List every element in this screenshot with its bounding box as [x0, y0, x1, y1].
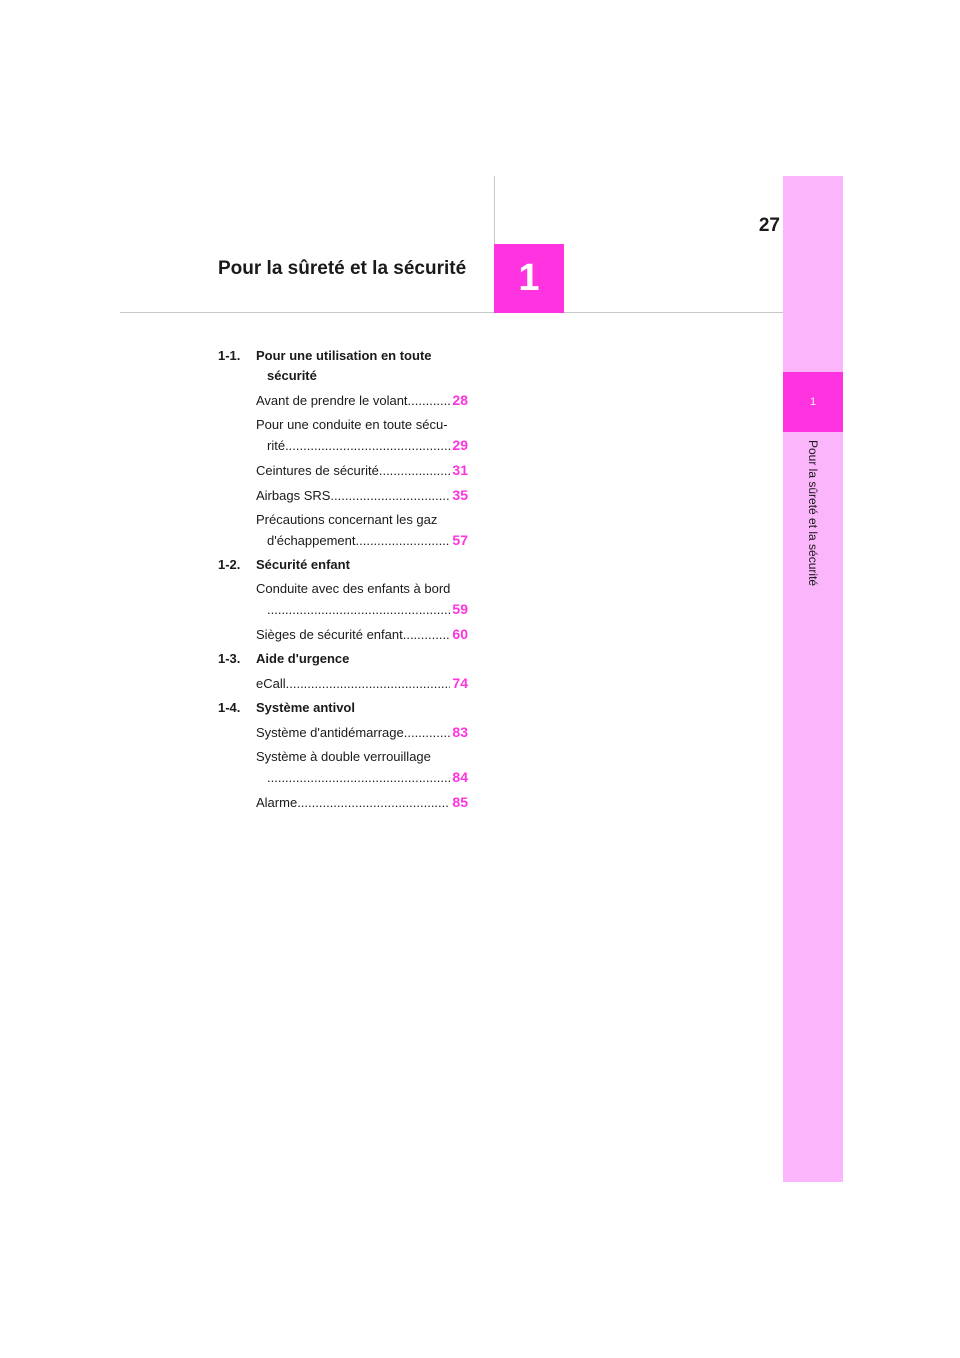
toc-entry-page[interactable]: 35 — [452, 487, 468, 503]
toc-entry-title: eCall — [256, 676, 286, 691]
toc-section — [218, 698, 468, 718]
toc-entry-page[interactable]: 84 — [452, 769, 468, 785]
toc-entry-page[interactable]: 59 — [452, 601, 468, 617]
toc-entry[interactable] — [218, 624, 468, 645]
toc-entry[interactable] — [218, 792, 468, 813]
toc-entry-page[interactable]: 31 — [452, 462, 468, 478]
chapter-title: Pour la sûreté et la sécurité — [218, 258, 467, 279]
toc-entry-title: Avant de prendre le volant — [256, 393, 408, 408]
toc-entry[interactable] — [218, 390, 468, 411]
toc-entry[interactable] — [218, 460, 468, 481]
page-number: 27 — [758, 215, 780, 236]
toc-entry-title-cont: d'échappement — [267, 533, 356, 548]
toc-entry-page[interactable]: 29 — [452, 437, 468, 453]
toc-section-title-cont: sécurité — [267, 368, 317, 383]
toc-entry[interactable] — [218, 722, 468, 743]
toc-entry-page[interactable]: 60 — [452, 626, 468, 642]
toc-entry[interactable] — [218, 415, 468, 456]
toc-entry[interactable] — [218, 510, 468, 551]
toc-section-number: 1-1. — [218, 348, 241, 363]
toc-section-title: Pour une utilisation en toute — [256, 348, 432, 363]
toc-entry[interactable] — [218, 673, 468, 694]
toc-entry-title: Précautions concernant les gaz — [256, 512, 438, 527]
header-divider-horizontal — [120, 312, 784, 313]
toc-section-title: Aide d'urgence — [256, 651, 350, 666]
toc-entry-title: Sièges de sécurité enfant — [256, 627, 403, 642]
side-index-label-text: Pour la sûreté et la sécurité — [806, 440, 820, 587]
toc-entry-title: Pour une conduite en toute sécu- — [256, 417, 448, 432]
toc-entry[interactable] — [218, 579, 468, 620]
table-of-contents — [218, 346, 468, 817]
toc-section-number: 1-4. — [218, 700, 241, 715]
toc-entry[interactable] — [218, 485, 468, 506]
toc-entry-title: Conduite avec des enfants à bord — [256, 581, 451, 596]
chapter-number-box: 1 — [494, 244, 564, 313]
toc-entry-title: Alarme — [256, 795, 298, 810]
toc-entry-title: Système d'antidémarrage — [256, 725, 404, 740]
toc-entry-page[interactable]: 28 — [452, 392, 468, 408]
toc-entry-page[interactable]: 83 — [452, 724, 468, 740]
toc-section-number: 1-3. — [218, 651, 241, 666]
toc-section — [218, 555, 468, 575]
toc-entry-title: Ceintures de sécurité — [256, 463, 379, 478]
toc-entry-page[interactable]: 74 — [452, 675, 468, 691]
toc-entry-title: Airbags SRS — [256, 488, 331, 503]
toc-entry-title-cont: rité — [267, 438, 286, 453]
toc-entry[interactable] — [218, 747, 468, 788]
toc-section-number: 1-2. — [218, 557, 241, 572]
side-index-strip — [783, 176, 843, 1182]
toc-entry-page[interactable]: 85 — [452, 794, 468, 810]
toc-entry-title: Système à double verrouillage — [256, 749, 431, 764]
toc-entry-page[interactable]: 57 — [452, 532, 468, 548]
toc-section — [218, 346, 468, 386]
toc-section-title: Sécurité enfant — [256, 557, 350, 572]
toc-section — [218, 649, 468, 669]
side-index-tab[interactable]: 1 — [783, 372, 843, 432]
toc-section-title: Système antivol — [256, 700, 355, 715]
